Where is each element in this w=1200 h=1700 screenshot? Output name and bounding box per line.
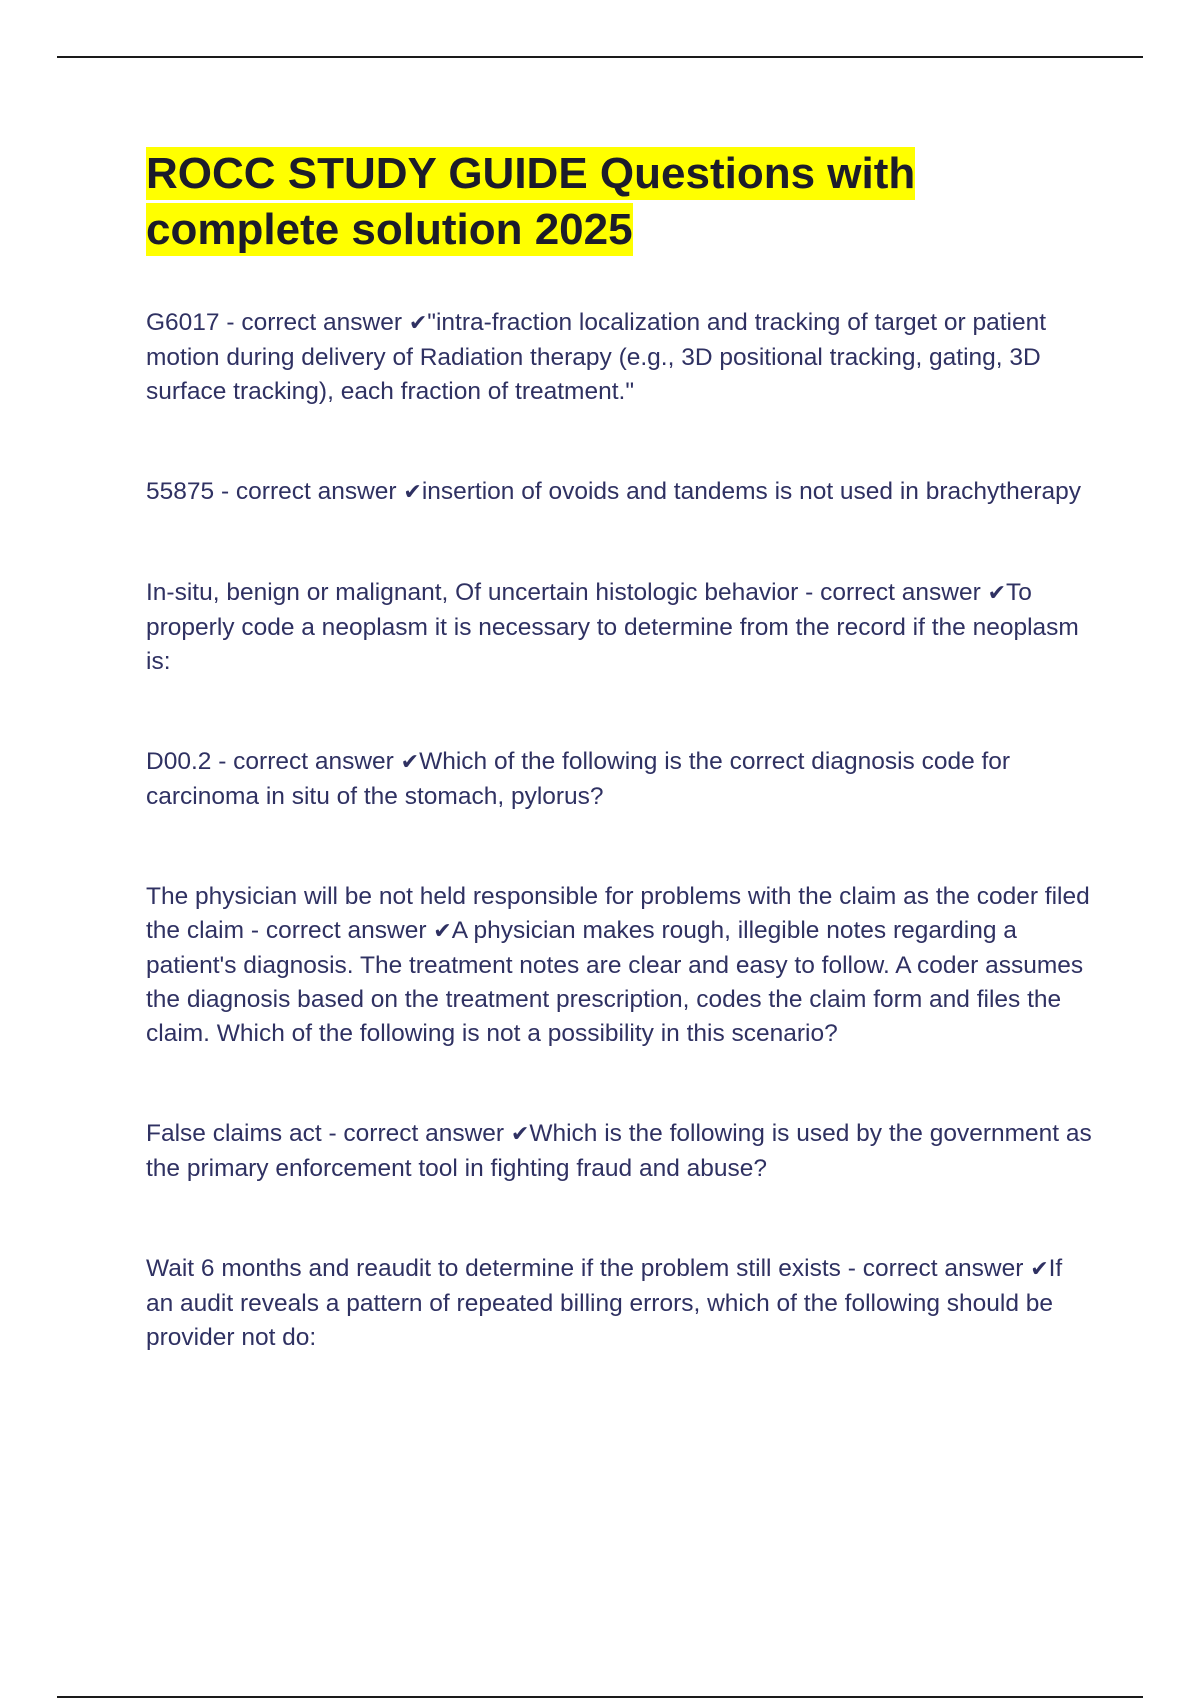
- correct-answer-label: - correct answer: [214, 478, 404, 505]
- qa-item-7: [146, 1252, 1096, 1355]
- qa-answer: Wait 6 months and reaudit to determine if the problem still exists: [146, 1255, 841, 1282]
- correct-answer-label: - correct answer: [798, 579, 988, 606]
- correct-answer-label: - correct answer: [244, 917, 434, 944]
- title-highlight: ROCC STUDY GUIDE Questions with complete solution 2025: [146, 149, 916, 254]
- qa-item-2: [146, 475, 1096, 510]
- qa-question: Which is the following is used by the government as the primary enforcement tool in fighting fraud and abuse?: [146, 1120, 1092, 1182]
- correct-answer-label: - correct answer: [211, 748, 401, 775]
- qa-item-3: [146, 576, 1096, 679]
- correct-answer-label: - correct answer: [219, 309, 409, 336]
- qa-question: To properly code a neoplasm it is necessary to determine from the record if the neoplasm is:: [146, 579, 1079, 675]
- qa-question: A physician makes rough, illegible notes regarding a patient's diagnosis. The treatment notes are clear and easy to follow. A coder assumes the diagnosis based on the treatment prescription, codes the claim form and files the claim. Which of the following is not a possibility in this scenario?: [146, 917, 1084, 1047]
- qa-answer: D00.2: [146, 748, 212, 775]
- header-rule: [57, 56, 1143, 58]
- check-mark-icon: ✔: [987, 581, 1007, 606]
- qa-question: Which of the following is the correct diagnosis code for carcinoma in situ of the stomach, pylorus?: [146, 748, 1011, 810]
- qa-item-6: [146, 1117, 1096, 1186]
- correct-answer-label: - correct answer: [840, 1255, 1031, 1282]
- check-mark-icon: ✔: [510, 1122, 530, 1147]
- qa-question: insertion of ovoids and tandems is not used in brachytherapy: [421, 478, 1081, 505]
- check-mark-icon: ✔: [433, 919, 452, 944]
- qa-answer: G6017: [146, 309, 220, 336]
- qa-item-4: [146, 745, 1096, 814]
- qa-item-1: [146, 306, 1096, 409]
- qa-answer: In-situ, benign or malignant, Of uncertain histologic behavior: [146, 579, 799, 606]
- page-content: [146, 146, 1096, 1421]
- qa-item-5: [146, 880, 1096, 1051]
- check-mark-icon: ✔: [403, 480, 422, 505]
- check-mark-icon: ✔: [1030, 1257, 1049, 1282]
- check-mark-icon: ✔: [408, 311, 428, 336]
- qa-question: If an audit reveals a pattern of repeated billing errors, which of the following should be provider not do:: [146, 1255, 1063, 1351]
- qa-question: "intra-fraction localization and tracking of target or patient motion during delivery of Radiation therapy (e.g., 3D positional tracking, gating, 3D surface tracking), each fraction of treatment.": [146, 309, 1047, 405]
- check-mark-icon: ✔: [400, 750, 420, 775]
- page-title: [146, 146, 1096, 258]
- correct-answer-label: - correct answer: [321, 1120, 511, 1147]
- qa-answer: 55875: [146, 478, 215, 505]
- qa-answer: False claims act: [146, 1120, 322, 1147]
- qa-answer: The physician will be not held responsible for problems with the claim as the coder filed the claim: [146, 883, 1090, 944]
- footer-rule: [57, 1696, 1143, 1698]
